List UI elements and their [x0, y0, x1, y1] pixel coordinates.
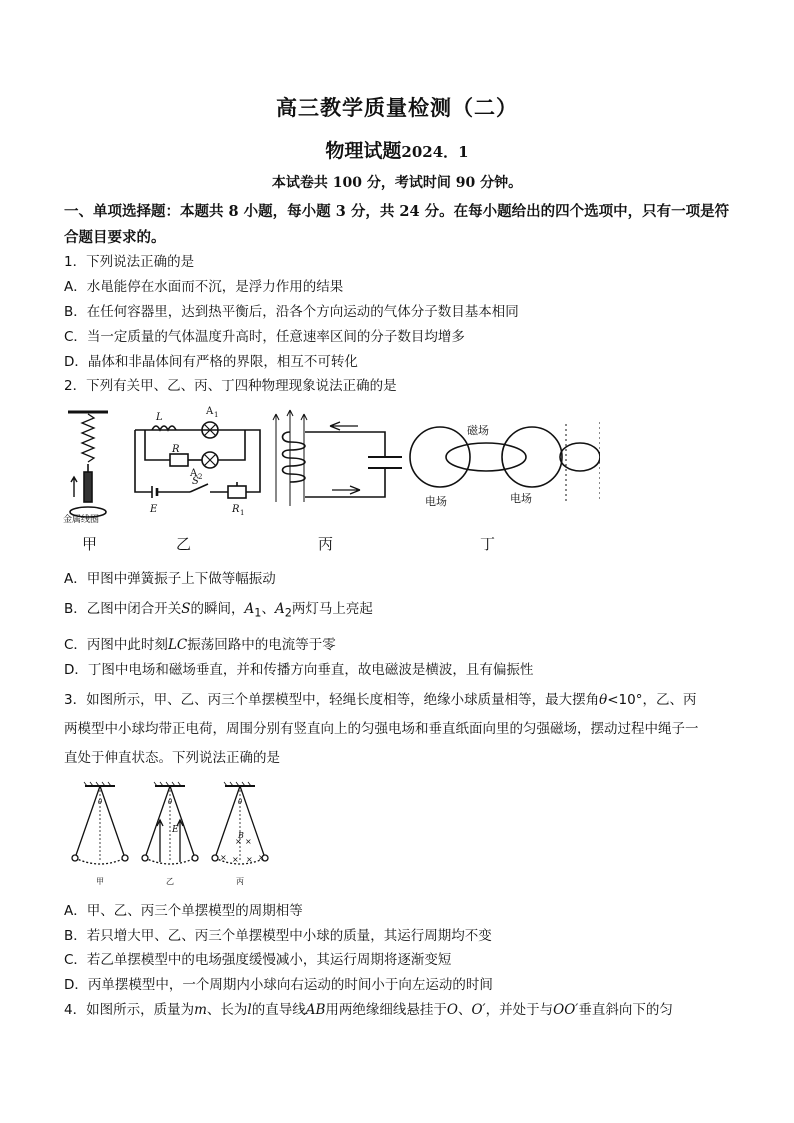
q2-c-text-1: C．丙图中此时刻 [64, 637, 168, 653]
q4-point-o2: O′ [471, 1002, 486, 1018]
rheostat-sub: 1 [240, 509, 245, 517]
svg-text:×: × [220, 853, 227, 862]
caption-ding: 丁 [480, 535, 496, 553]
svg-text:×: × [246, 855, 253, 864]
q3-option-c: C．若乙单摆模型中的电场强度缓慢减小，其运行周期将逐渐变短 [64, 952, 452, 968]
q2-figure [60, 402, 600, 557]
q2-option-a: A．甲图中弹簧振子上下做等幅振动 [64, 571, 276, 587]
q2-b-sep: 、 [261, 601, 275, 617]
caption-jia: 甲 [82, 535, 98, 553]
q2-c-lc: LC [167, 637, 188, 653]
q2-b-lamp2-sub: 2 [284, 606, 292, 620]
q4-mass: m [194, 1002, 207, 1018]
q3-theta: θ [599, 692, 608, 708]
q4-text-6: 垂直斜向下的匀 [578, 1002, 673, 1018]
electric-field-label-2: 电场 [510, 492, 532, 505]
exam-title: 高三教学质量检测（二） [276, 95, 518, 120]
q2-b-switch: S [181, 601, 191, 617]
q3-stem-1: 3．如图所示，甲、乙、丙三个单摆模型中，轻绳长度相等，绝缘小球质量相等，最大摆角 [64, 692, 600, 708]
theta-label-bing: θ [238, 798, 243, 806]
q1-option-a: A．水黾能停在水面而不沉，是浮力作用的结果 [64, 279, 344, 295]
q2-option-c [64, 633, 336, 653]
field-e-label: E [172, 825, 179, 835]
q1-stem: 1．下列说法正确的是 [64, 254, 195, 270]
inductor-label: L [156, 412, 163, 423]
svg-text:×: × [232, 855, 239, 864]
q3-option-a: A．甲、乙、丙三个单摆模型的周期相等 [64, 903, 303, 919]
rheostat-label: R [232, 504, 240, 515]
q3-stem-1b: <10°，乙、丙 [607, 692, 697, 708]
q3-caption-jia: 甲 [96, 877, 104, 886]
q4-text-1: 4．如图所示，质量为 [64, 1002, 195, 1018]
battery-label: E [150, 504, 158, 515]
q3-stem-2: 两模型中小球均带正电荷，周围分别有竖直向上的匀强电场和垂直纸面向里的匀强磁场，摆动过程中绳子一 [64, 721, 699, 737]
q4-line-oo: OO′ [553, 1002, 579, 1018]
field-b-label: B [238, 831, 244, 840]
theta-label-jia: θ [98, 798, 103, 806]
q3-caption-bing: 丙 [236, 877, 244, 886]
q1-option-c: C．当一定质量的气体温度升高时，任意速率区间的分子数目均增多 [64, 329, 465, 345]
q2-c-text-2: 振荡回路中的电流等于零 [187, 637, 336, 653]
q2-b-lamp1-sub: 1 [254, 606, 262, 620]
q4-sep: 、 [457, 1002, 472, 1018]
q4-text-5: ，并处于与 [485, 1002, 554, 1018]
q3-option-b: B．若只增大甲、乙、丙三个单摆模型中小球的质量，其运行周期均不变 [64, 928, 492, 944]
q2-b-lamp1: A [244, 601, 255, 617]
q3-caption-yi: 乙 [166, 877, 174, 886]
magnetic-field-label: 磁场 [467, 424, 489, 437]
q1-option-d: D．晶体和非晶体间有严格的界限，相互不可转化 [64, 354, 358, 370]
q2-option-d: D．丁图中电场和磁场垂直，并和传播方向垂直，故电磁波是横波，且有偏振性 [64, 662, 534, 678]
svg-text:×: × [235, 837, 242, 846]
lamp-a1-sub: 1 [214, 411, 219, 419]
switch-label: S [192, 476, 199, 487]
resistor-label: R [172, 444, 180, 455]
lamp-a1-label: A [206, 406, 214, 417]
q4-length: l [247, 1002, 252, 1018]
q2-stem: 2．下列有关甲、乙、丙、丁四种物理现象说法正确的是 [64, 378, 397, 394]
svg-text:×: × [245, 837, 252, 846]
q4-text-2: 、长为 [206, 1002, 248, 1018]
q4-wire: AB [305, 1002, 326, 1018]
caption-bing: 丙 [318, 535, 334, 553]
subject-title: 物理试题 [325, 140, 402, 162]
exam-note: 本试卷共 100 分，考试时间 90 分钟。 [271, 175, 523, 191]
section-heading: 一、单项选择题：本题共 8 小题，每小题 3 分，共 24 分。在每小题给出的四个选项中，只有一项是符合题目要求的。 [64, 203, 730, 246]
caption-yi: 乙 [176, 535, 192, 553]
q4-point-o: O [446, 1002, 458, 1018]
theta-label-yi: θ [168, 798, 173, 806]
q4-text-4: 用两绝缘细线悬挂于 [325, 1002, 447, 1018]
q3-figure [60, 780, 280, 890]
q2-b-text-2: 的瞬间， [190, 601, 245, 617]
exam-subtitle [0, 136, 794, 163]
lamp-a2-sub: 2 [198, 473, 203, 481]
q3-stem [64, 686, 734, 773]
q2-b-text-3: 两灯马上亮起 [291, 601, 373, 617]
q2-b-text-1: B．乙图中闭合开关 [64, 601, 182, 617]
lamp-a2-label: A [190, 468, 198, 479]
q4-text-3: 的直导线 [251, 1002, 306, 1018]
q2-b-lamp2: A [274, 601, 285, 617]
exam-date: 2024．1 [401, 143, 469, 161]
q2-option-b [64, 597, 373, 620]
q1-option-b: B．在任何容器里，达到热平衡后，沿各个方向运动的气体分子数目基本相同 [64, 304, 519, 320]
q4-stem [64, 998, 673, 1018]
electric-field-label-1: 电场 [425, 495, 447, 508]
svg-text:×: × [258, 853, 265, 862]
q3-stem-3: 直处于伸直状态。下列说法正确的是 [64, 750, 280, 766]
coil-label: 金属线圈 [63, 515, 100, 525]
q3-option-d: D．丙单摆模型中，一个周期内小球向右运动的时间小于向左运动的时间 [64, 977, 493, 993]
